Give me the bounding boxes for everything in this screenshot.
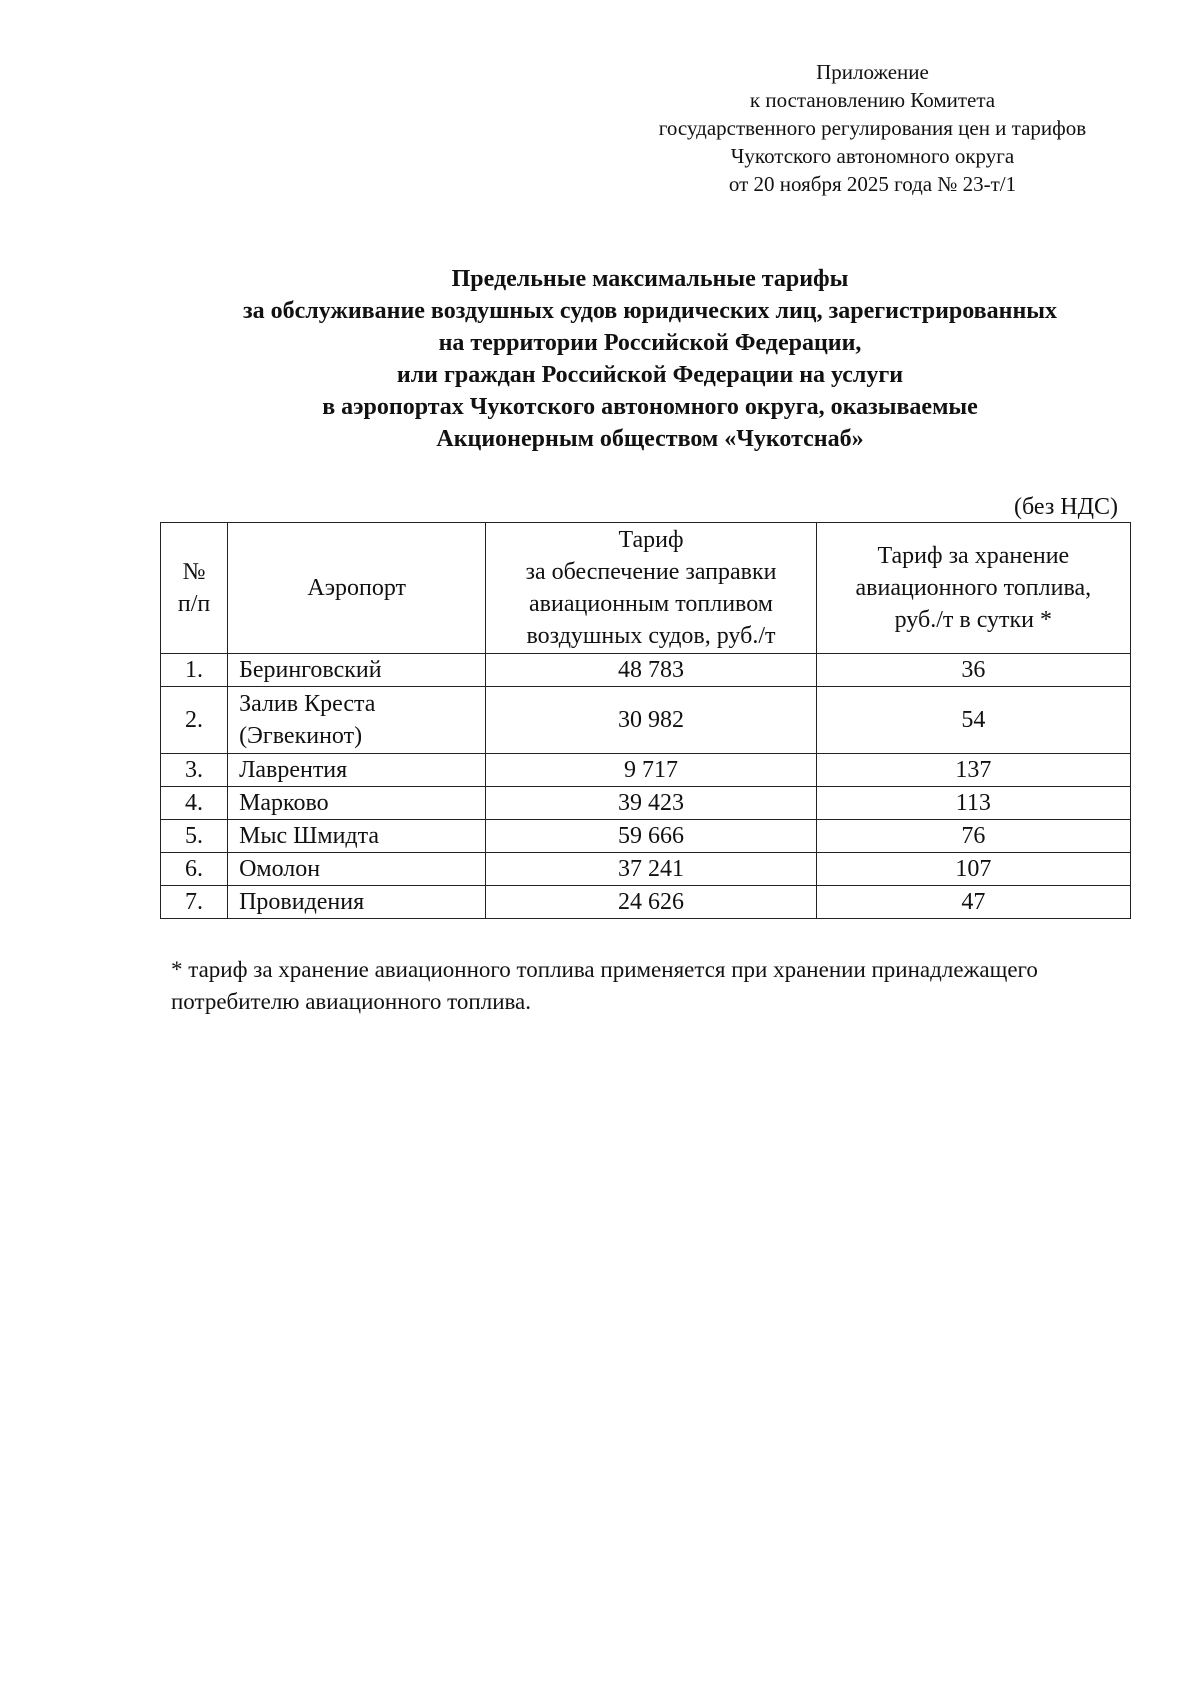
storage-tariff-value: 47: [816, 886, 1130, 919]
table-row: [161, 886, 1131, 919]
appendix-header: [600, 58, 1145, 198]
appendix-line: к постановлению Комитета: [749, 88, 996, 112]
table-row: [161, 820, 1131, 853]
row-number: 4.: [161, 787, 228, 820]
storage-tariff-value: 113: [816, 787, 1130, 820]
airport-name: Лаврентия: [228, 754, 486, 787]
airport-name: Беринговский: [228, 654, 486, 687]
footnote-line: * тариф за хранение авиационного топлива применяется при хранении принадлежащего: [171, 957, 1038, 982]
fuel-tariff-value: 24 626: [486, 886, 816, 919]
title-line: или граждан Российской Федерации на услуги: [396, 362, 904, 388]
footnote-line: потребителю авиационного топлива.: [171, 989, 532, 1014]
table-row: [161, 754, 1131, 787]
header-storage-tariff: Тариф за хранение авиационного топлива, руб./т в сутки *: [816, 523, 1130, 654]
row-number: 7.: [161, 886, 228, 919]
airport-name: Провидения: [228, 886, 486, 919]
header-airport: Аэропорт: [228, 523, 486, 654]
fuel-tariff-value: 39 423: [486, 787, 816, 820]
row-number: 5.: [161, 820, 228, 853]
appendix-line: государственного регулирования цен и тарифов: [658, 116, 1087, 140]
tariffs-table: [160, 522, 1131, 919]
airport-name: Залив Креста (Эгвекинот): [228, 687, 486, 754]
storage-tariff-value: 76: [816, 820, 1130, 853]
table-header-row: [161, 523, 1131, 654]
airport-name: Омолон: [228, 853, 486, 886]
row-number: 6.: [161, 853, 228, 886]
title-line: на территории Российской Федерации,: [438, 330, 862, 356]
airport-name: Марково: [228, 787, 486, 820]
row-number: 3.: [161, 754, 228, 787]
fuel-tariff-value: 9 717: [486, 754, 816, 787]
row-number: 2.: [161, 687, 228, 754]
title-line: Предельные максимальные тарифы: [451, 266, 849, 292]
storage-tariff-value: 107: [816, 853, 1130, 886]
header-fuel-tariff: Тариф за обеспечение заправки авиационным топливом воздушных судов, руб./т: [486, 523, 816, 654]
fuel-tariff-value: 48 783: [486, 654, 816, 687]
fuel-tariff-value: 30 982: [486, 687, 816, 754]
appendix-line: Чукотского автономного округа: [730, 144, 1015, 168]
document-title: [130, 263, 1170, 455]
storage-tariff-value: 36: [816, 654, 1130, 687]
table-row: [161, 853, 1131, 886]
vat-note: (без НДС): [1013, 494, 1118, 520]
storage-tariff-value: 54: [816, 687, 1130, 754]
row-number: 1.: [161, 654, 228, 687]
table-row: [161, 787, 1131, 820]
appendix-line: Приложение: [816, 60, 929, 84]
header-number: № п/п: [161, 523, 228, 654]
footnote: [171, 954, 1131, 1018]
table-row: [161, 654, 1131, 687]
appendix-line: от 20 ноября 2025 года № 23-т/1: [728, 172, 1017, 196]
fuel-tariff-value: 37 241: [486, 853, 816, 886]
airport-name: Мыс Шмидта: [228, 820, 486, 853]
title-line: в аэропортах Чукотского автономного округа, оказываемые: [322, 394, 978, 420]
table-row: [161, 687, 1131, 754]
title-line: за обслуживание воздушных судов юридических лиц, зарегистрированных: [242, 298, 1058, 324]
storage-tariff-value: 137: [816, 754, 1130, 787]
fuel-tariff-value: 59 666: [486, 820, 816, 853]
title-line: Акционерным обществом «Чукотснаб»: [436, 426, 864, 452]
